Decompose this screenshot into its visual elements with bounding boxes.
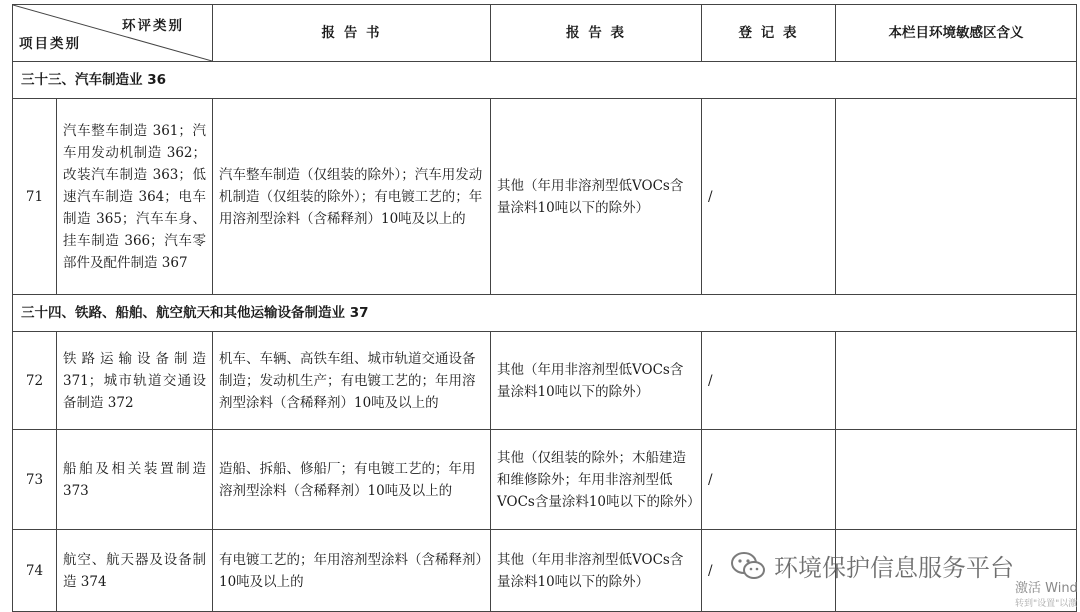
table-row [13, 99, 1077, 295]
activate-windows-subtext: 转到"设置"以激 [1015, 599, 1078, 609]
row-category: 汽车整车制造 361；汽车用发动机制造 362；改装汽车制造 363；低速汽车制造 364；电车制造 365；汽车车身、挂车制造 366；汽车零部件及配件制造 367 [57, 99, 213, 295]
header-row [13, 5, 1077, 62]
row-sensitive [836, 430, 1077, 530]
activate-windows-text: 激活 Wind [1015, 581, 1078, 596]
eia-classification-table [12, 4, 1077, 612]
watermark [730, 548, 1014, 583]
row-sensitive [836, 99, 1077, 295]
header-sensitive-area: 本栏目环境敏感区含义 [836, 5, 1077, 62]
watermark-text: 环境保护信息服务平台 [774, 554, 1014, 582]
header-registration: 登 记 表 [702, 5, 836, 62]
row-report-book: 机车、车辆、高铁车组、城市轨道交通设备制造；发动机生产；有电镀工艺的；年用溶剂型涂料（含稀释剂）10吨及以上的 [213, 332, 491, 430]
row-report-book: 有电镀工艺的；年用溶剂型涂料（含稀释剂）10吨及以上的 [213, 530, 491, 612]
section-row [13, 295, 1077, 332]
row-report-form: 其他（年用非溶剂型低VOCs含量涂料10吨以下的除外） [491, 530, 702, 612]
row-report-book: 造船、拆船、修船厂；有电镀工艺的；年用溶剂型涂料（含稀释剂）10吨及以上的 [213, 430, 491, 530]
row-registration: / [702, 99, 836, 295]
table-row [13, 332, 1077, 430]
row-category: 铁路运输设备制造 371；城市轨道交通设备制造 372 [57, 332, 213, 430]
header-report-book: 报 告 书 [213, 5, 491, 62]
header-corner-cell [13, 5, 213, 62]
section-row [13, 62, 1077, 99]
row-number: 73 [13, 430, 57, 530]
row-category: 航空、航天器及设备制造 374 [57, 530, 213, 612]
row-registration: / [702, 430, 836, 530]
header-report-form: 报 告 表 [491, 5, 702, 62]
section-title: 三十三、汽车制造业 36 [13, 62, 1077, 99]
header-corner-bottom-left: 项目类别 [19, 36, 81, 52]
row-number: 72 [13, 332, 57, 430]
row-report-form: 其他（仅组装的除外；木船建造和维修除外；年用非溶剂型低VOCs含量涂料10吨以下的除外） [491, 430, 702, 530]
wechat-icon [730, 551, 766, 581]
row-registration: / [702, 530, 836, 612]
row-report-form: 其他（年用非溶剂型低VOCs含量涂料10吨以下的除外） [491, 99, 702, 295]
table-row [13, 430, 1077, 530]
row-report-form: 其他（年用非溶剂型低VOCs含量涂料10吨以下的除外） [491, 332, 702, 430]
row-registration: / [702, 332, 836, 430]
header-corner-top-right: 环评类别 [122, 18, 184, 34]
row-sensitive [836, 332, 1077, 430]
row-category: 船舶及相关装置制造 373 [57, 430, 213, 530]
row-number: 74 [13, 530, 57, 612]
row-report-book: 汽车整车制造（仅组装的除外）；汽车用发动机制造（仅组装的除外）；有电镀工艺的；年用溶剂型涂料（含稀释剂）10吨及以上的 [213, 99, 491, 295]
row-number: 71 [13, 99, 57, 295]
section-title: 三十四、铁路、船舶、航空航天和其他运输设备制造业 37 [13, 295, 1077, 332]
